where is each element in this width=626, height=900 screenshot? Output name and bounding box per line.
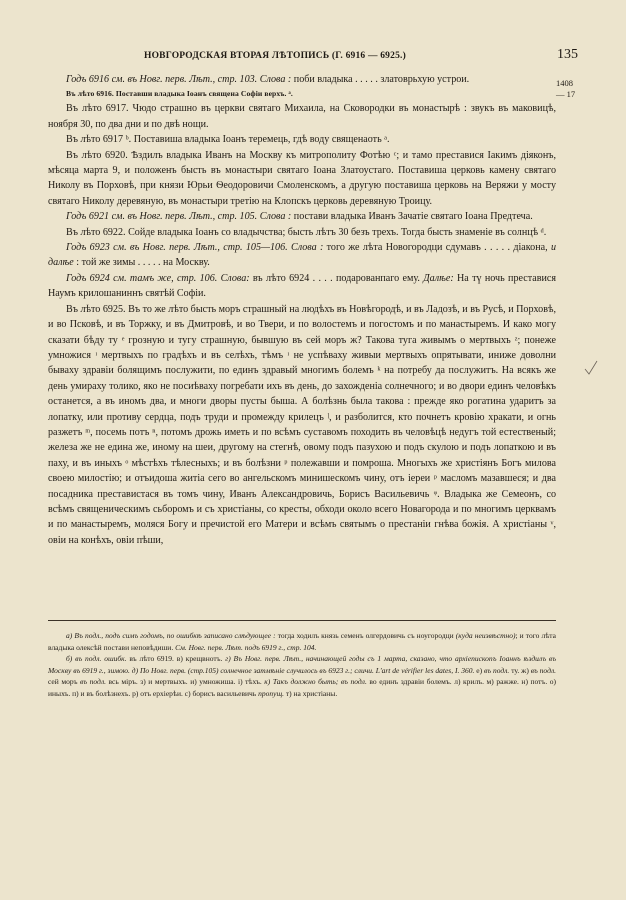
main-text xyxy=(48,72,556,548)
running-title: НОВГОРОДСКАЯ ВТОРАЯ ЛѢТОПИСЬ (Г. 6916 — 6925.) xyxy=(144,51,406,61)
reference-6921: Годъ 6921 см. въ Новг. перв. Лѣт., стр. 105. Слова : постави владыка Иванъ Зачатiе святаго Іоана Предтеча. xyxy=(66,211,533,223)
page-header xyxy=(48,47,578,65)
pencil-check-mark xyxy=(584,360,598,376)
footnote-b-t: б) въ подл. ошибк. въ лѣто 6919. в) крещвнотъ. г) Въ Новг. перв. Лѣт., начинающей годы съ 1 марта, сказано, что архiепископъ Іоаннъ ѣздилъ въ Москву въ 6919 г., зимою. д) По Новг. перв. (стр.105) солнечное затмѣнiе случилось въ 6923 г.; сличи. L'art de vérifier les dates, I. 360. е) въ подл. ту. ж) въ подл. сей моръ въ подл. всь мiръ. з) и мертвыхъ. и) умножиша. і) тѣхъ. к) Такъ должно быть; въ подл. во единъ здравiи болемъ. л) крилъ. м) ражже. н) потъ. о) иныхъ. п) и въ болѣзнехъ. р) отъ ерхiерѣи. с) борисъ васильевичь пропущ. т) на христiаны. xyxy=(48,654,557,698)
margin-year-range: — 17 xyxy=(556,89,576,99)
reference-6916: Годъ 6916 см. въ Новг. перв. Лѣт., стр. 103. Слова : поби владыка . . . . . златоврьхую устрои. xyxy=(66,74,470,85)
reference-6924: Годъ 6924 см. тамъ же, стр. 106. Слова: въ лѣто 6924 . . . . подарованпаго ему. Далѣе: На тү ночь преставися Наумъ крилошаниннъ святѣй Софiи. xyxy=(48,272,557,300)
page-number: 135 xyxy=(557,47,578,62)
paragraph-6917: Въ лѣто 6917. Чюдо страшно въ церкви святаго Михаила, на Сковородки въ монастырѣ : звукъ въ маковицѣ, ноября 30, по два дни и по двѣ нощи. xyxy=(48,103,556,130)
paragraph-6922: Въ лѣто 6922. Сойде владыка Іоанъ со владычства; бысть лѣтъ 30 безъ трехъ. Тогда бысть знаменiе въ солнцѣ ᵈ. xyxy=(66,226,547,238)
paragraph-6925: Въ лѣто 6925. Въ то же лѣто бысть моръ страшный на людѣхъ въ Новѣгородѣ, и въ Ладозѣ, и въ Русѣ, и Порховѣ, и во Псковѣ, и въ Торжку, и въ Дмитровѣ, и во Твери, и по волостемъ и погостомъ и по манастыремъ. И како могу сказати бѣду ту ᵉ грозную и тугу страшную, бывшую въ сей моръ ж? Такова туга живымъ о мертвыхъ ᶻ; понеже умножися ᶦ мертвыхъ по градѣхъ и въ селѣхъ, тѣмъ ᶦ не успѣваху живыи мертвыхъ опрятывати, иниже доволни бываху здравiи болящимъ послужити, по единъ здравый многимъ болемъ ᵏ на потребу да послужитъ. На всякъ же день умираху толико, яко не посиѣваху погребати ихъ въ день, до захожденiа солнечного; и во двори единъ человѣкъ останется, а въ иномъ два, и многи дворы пусты быша. А болѣзнь была такова : прежде яко рогатина ударитъ за лопатку, или противу сердца, подъ труди и промежду крилецъ ᶩ, и разболится, кто почнетъ кровiю хракати, и огнь разжетъ ᵐ, посемь потъ ⁿ, потомъ дрожь иметь и по всѣмъ суставомъ походить въ человѣцѣ недугъ той естественый; железа же не едина же, иному на шеи, другому на стегнѣ, овому подъ пазухою и подъ скулою и подъ лопаткою и въ паху, и въ иныхъ ᵒ мѣстѣхъ тѣлесныхъ; и въ болѣзни ᵖ полежавши и помроша. Многыхъ же христiянъ Богъ милова своею милостiю; и отъидоша житiа сего во ангельскомъ минишескомъ чину, отъ iереи ᵖ масломъ мазавшеся; и два посадника преставистася въ томъ чину, Иванъ Александровичь, Борисъ Васильевичь ᵠ. Владыка же Семеонъ, со всѣмъ священическимъ сьборомъ и съ христiаны, со кресты, обходи около всего Новагорода и по многимъ церквамъ и по манастыремъ, моляся Богу и пречистой его Матери и всѣмъ святымъ о престанiи гнѣва божiя. А христiаны ᵛ, овiи на конѣхъ, овiи пѣши, xyxy=(48,303,556,546)
footnote-divider xyxy=(48,620,556,621)
margin-year-note: 1408 xyxy=(556,78,573,88)
footnotes xyxy=(48,630,556,700)
paragraph-6917b: Въ лѣто 6917 ᵇ. Поставиша владыка Іоанъ теремець, гдѣ воду священаоть ᵃ. xyxy=(66,134,390,146)
reference-6923: Годъ 6923 см. въ Новг. перв. Лѣт., стр. 105—106. Слова : того же лѣта Новогородци сдумавъ . . . . . дiакона, и далѣе : той же зимы . . . . . на Москву. xyxy=(48,242,556,269)
subheading-6916: Въ лѣто 6916. Поставши владыка Іоанъ священа Софіи верхъ. ᵃ. xyxy=(66,89,293,99)
footnote-a: а) Въ подл., подъ симъ годомъ, по ошибкѣ записано слѣдующее : тогда ходилъ князь семенъ олгердовичь съ ноугородци (куда неизвѣстно); и того лѣта владыка олексѣй постави неповѣдиши. См. Новг. перв. Лѣт. подъ 6919 г., стр. 104. xyxy=(48,631,556,652)
paragraph-6920: Въ лѣто 6920. Ѣздилъ владыка Иванъ на Москву къ митрополиту Фотѣю ᶜ; и тамо преставися Іакимъ дiяконъ, мѣсяца марта 9, и положенъ бысть въ монастыри святаго Іоана Златоустаго. Поставиша церковь камену святаго Николу въ Порховѣ, при князи Юрьи Ѳеодоровичи Смоленскомъ, а другую поставиша церковь на Веряжи у мосту святаго Николу деревяную, въ монастыри третiю на Клопскъ церковь деревяную Троицу. xyxy=(48,149,556,207)
